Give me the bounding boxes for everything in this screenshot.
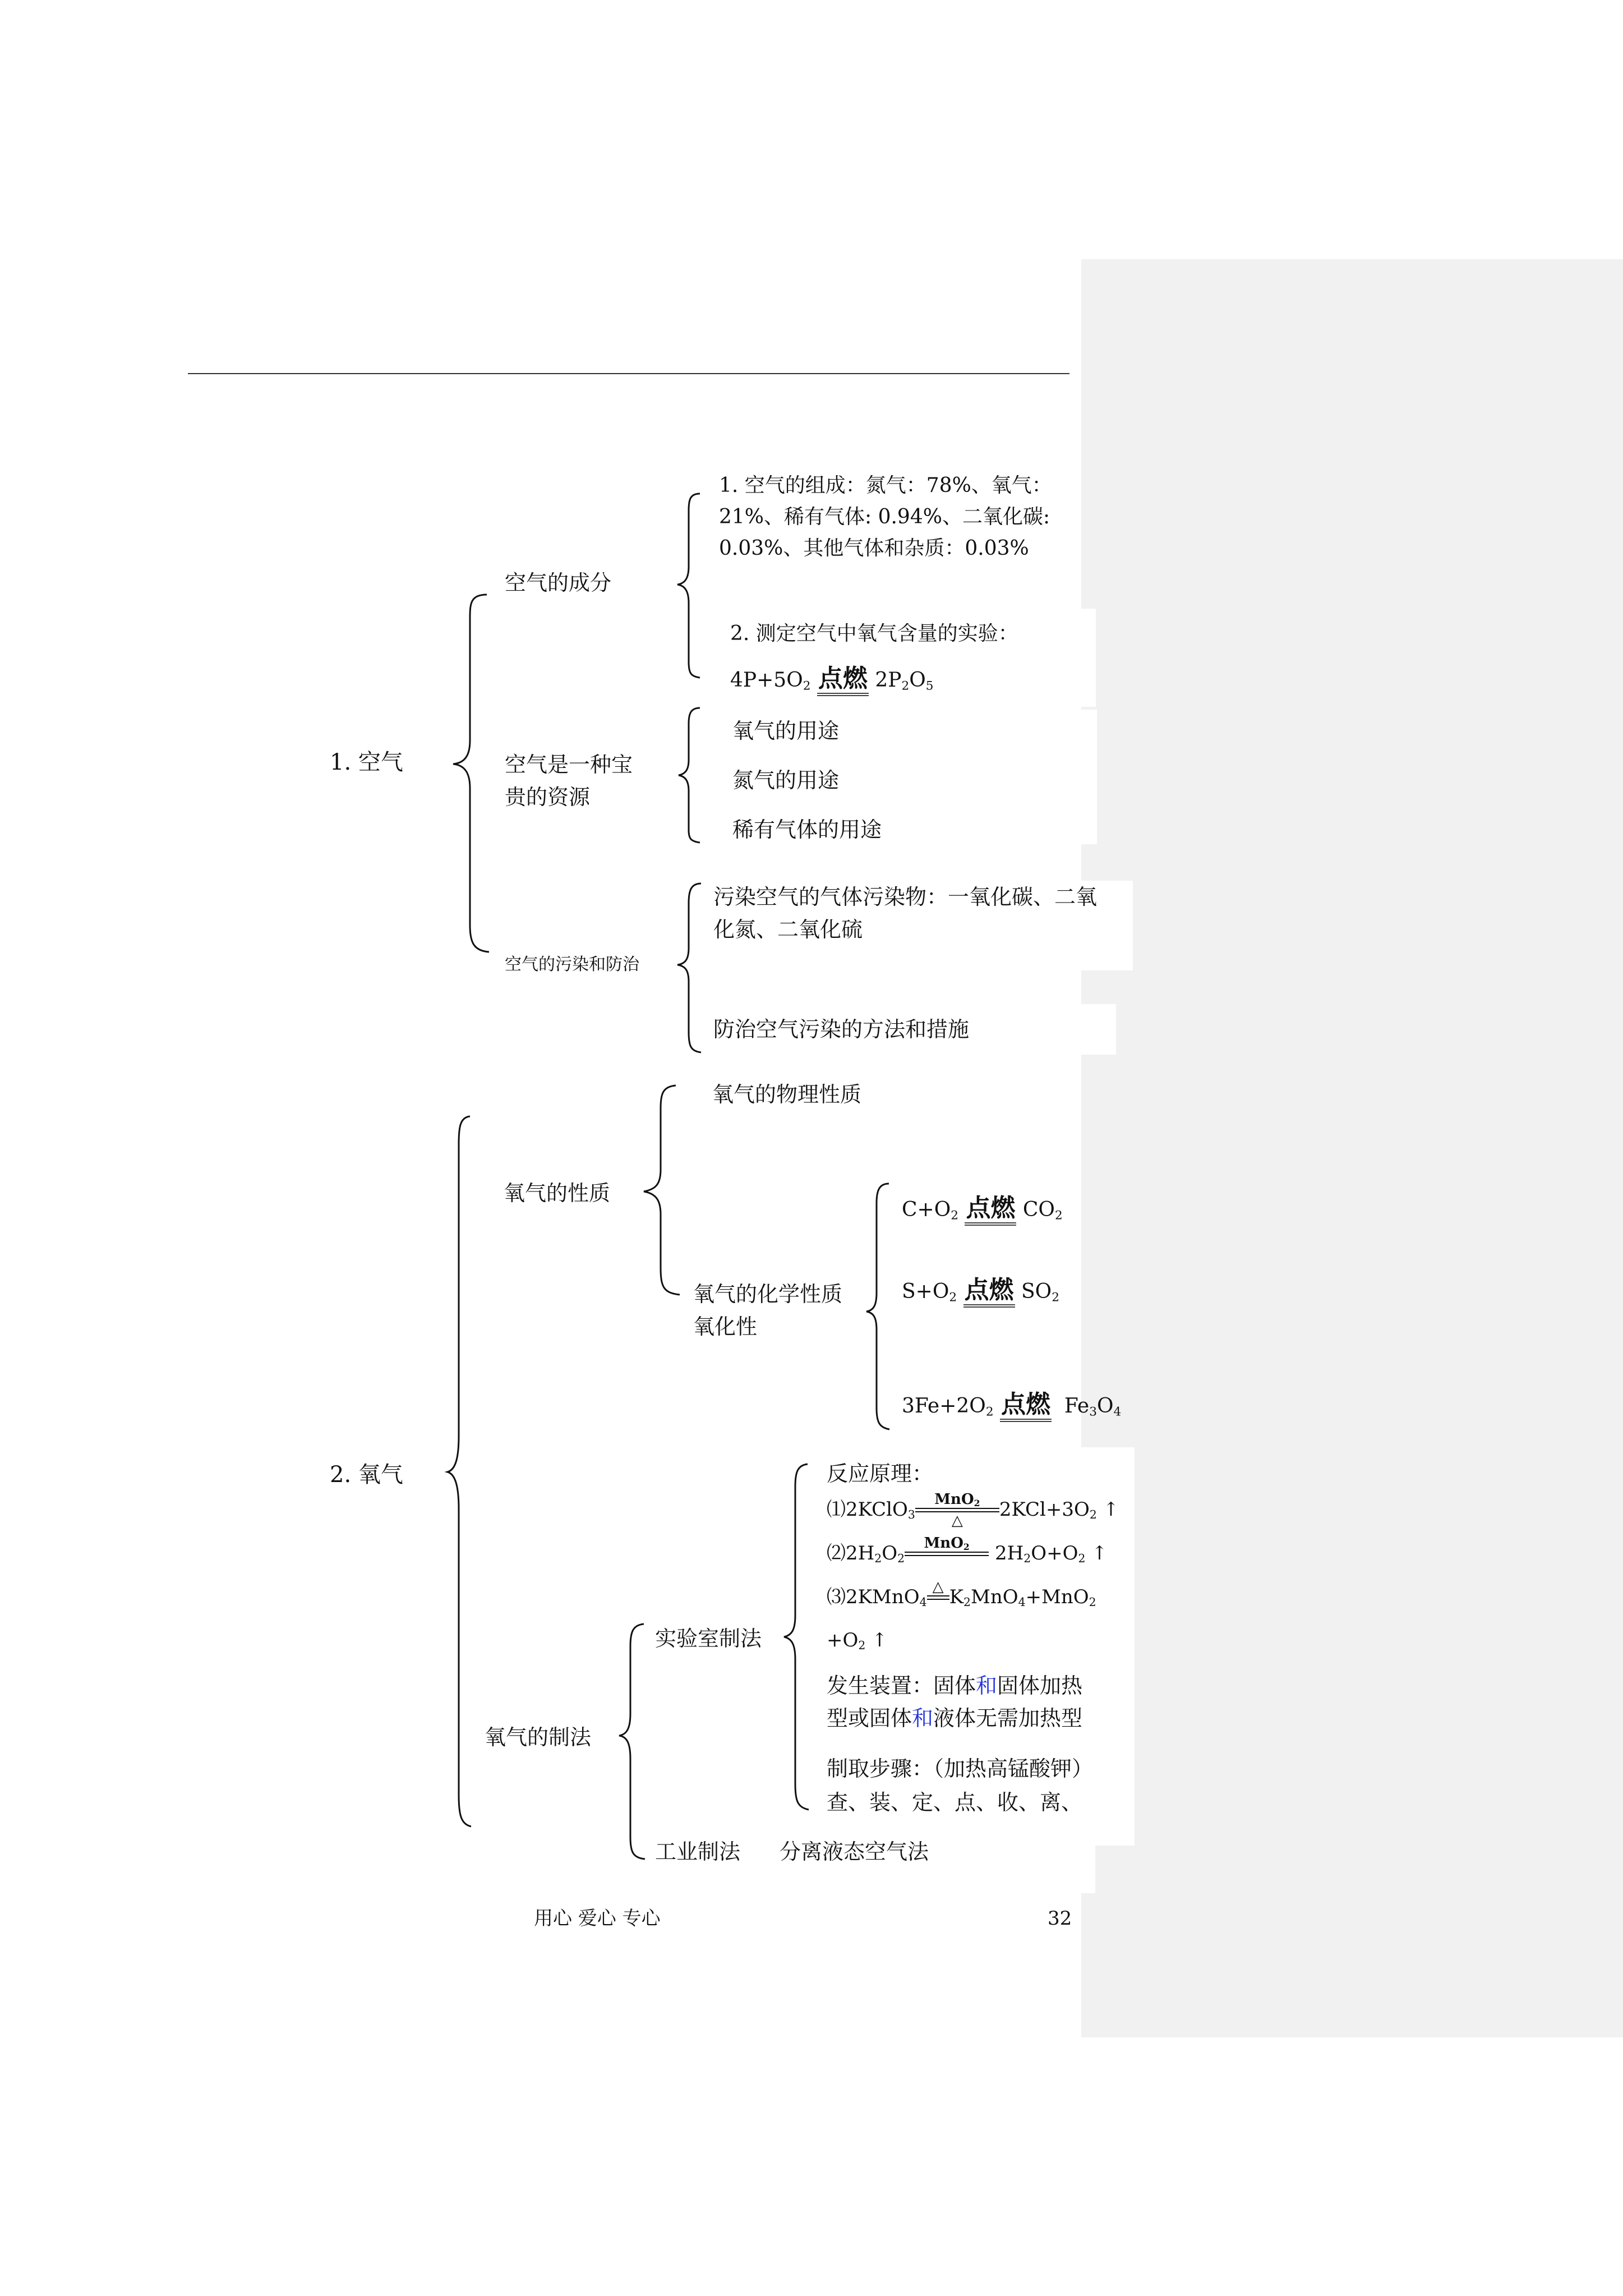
use-item: 氧气的用途: [732, 719, 840, 743]
pollutants-line: 污染空气的气体污染物：一氧化碳、二氧: [713, 885, 1098, 909]
carbon-reaction: $C+O_2$ 点燃 $CO_2$: [902, 1190, 1063, 1226]
lab-equation-2: $⑵2H_2O_2$ MnO$_2$ $2H_2O+O_2$ ↑: [827, 1535, 1108, 1566]
phosphorus-equation: $4P+5O_2$ 点燃 $2P_2O_5$: [730, 661, 934, 697]
physical-properties: 氧气的物理性质: [712, 1082, 862, 1107]
pollutants-line: 化氮、二氧化硫: [713, 917, 863, 942]
experiment-heading: 2. 测定空气中氧气含量的实验：: [730, 622, 1018, 645]
iron-reaction: $3Fe+2O_2$ 点燃 $Fe_3O_4$: [902, 1387, 1121, 1423]
pollution-label: 空气的污染和防治: [505, 955, 639, 974]
industrial-method-label: 工业制法: [655, 1839, 741, 1864]
brace-preparation: [619, 1624, 645, 1859]
resource-label: 空气是一种宝: [505, 752, 633, 777]
use-item: 稀有气体的用途: [732, 817, 882, 842]
composition-line: 21%、稀有气体: 0.94%、二氧化碳:: [719, 505, 1050, 528]
industrial-method: 分离液态空气法: [780, 1839, 929, 1864]
air-title: 1. 空气: [330, 749, 403, 775]
brace-properties: [644, 1085, 680, 1295]
prevention-item: 防治空气污染的方法和措施: [713, 1017, 970, 1042]
composition-line: 1. 空气的组成：氮气：78%、氧气：: [719, 474, 1052, 497]
brace-air: [453, 595, 489, 952]
lab-equation-3-continued: $+O_2$ ↑: [827, 1629, 888, 1653]
steps-line: 制取步骤：（加热高锰酸钾）: [827, 1756, 1094, 1781]
brace-resource: [679, 708, 700, 843]
lab-equation-1: ⑴2KClO$_3$ MnO$_2$ △ $2KCl+3O_2$ ↑: [827, 1491, 1119, 1529]
lab-method-label: 实验室制法: [655, 1626, 762, 1651]
preparation-label: 氧气的制法: [485, 1725, 592, 1750]
composition-label: 空气的成分: [505, 570, 612, 595]
sulfur-reaction: $S+O_2$ 点燃 $SO_2$: [902, 1272, 1059, 1308]
chemical-properties: 氧气的化学性质: [693, 1282, 843, 1306]
use-item: 氮气的用途: [732, 768, 840, 793]
properties-label: 氧气的性质: [504, 1181, 611, 1205]
apparatus-line: 发生装置：固体和固体加热: [827, 1673, 1083, 1698]
principle-title: 反应原理：: [827, 1461, 934, 1486]
chemical-properties: 氧化性: [693, 1314, 758, 1339]
brace-chemical: [866, 1184, 889, 1429]
brace-pollution: [677, 884, 701, 1052]
composition-line: 0.03%、其他气体和杂质：0.03%: [719, 537, 1029, 560]
brace-composition: [677, 494, 700, 678]
lab-equation-3: ⑶2KMnO$_4$ △ $K_2MnO_4+MnO_2$: [827, 1579, 1096, 1609]
brace-lab: [784, 1464, 809, 1810]
resource-label: 贵的资源: [505, 785, 591, 809]
brace-oxygen: [448, 1116, 471, 1826]
footer-motto: 用心 爱心 专心: [534, 1907, 661, 1930]
steps-line: 查、装、定、点、收、离、: [827, 1790, 1083, 1815]
page-number: 32: [1048, 1907, 1072, 1930]
oxygen-title: 2. 氧气: [330, 1462, 403, 1488]
apparatus-line: 型或固体和液体无需加热型: [827, 1706, 1083, 1731]
